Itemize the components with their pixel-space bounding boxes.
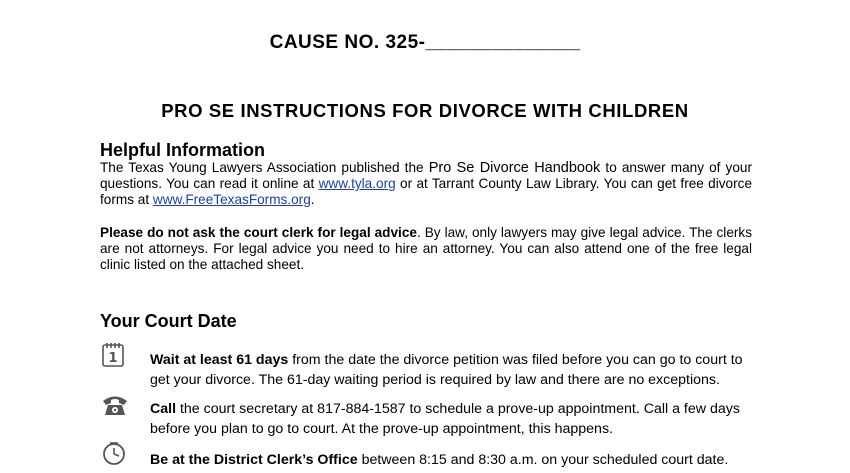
legal-advice-paragraph (100, 225, 752, 273)
legal-advice-warning: Please do not ask the court clerk for legal advice (100, 225, 417, 240)
p1-text-b: to answer many of your questions. You can read it online at (100, 160, 752, 191)
step-call-bold: Call (150, 401, 177, 417)
step-be-at-office (150, 450, 755, 470)
freetexasforms-link[interactable]: www.FreeTexasForms.org (152, 192, 311, 207)
step-call-text: the court secretary at 817-884-1587 to schedule a prove-up appointment. Call a few days before you plan to go to court. At the prove-up appointment, this happens. (150, 401, 740, 437)
step-call (150, 399, 755, 439)
clock-icon (100, 440, 128, 468)
p1-text-d: . (310, 192, 315, 207)
legal-advice-text: . By law, only lawyers may give legal advice. The clerks are not attorneys. For legal advice you need to hire an attorney. You can also attend one of the free legal clinic listed on the attached sheet. (100, 225, 753, 272)
cause-number: CAUSE NO. 325-______________ (269, 32, 581, 53)
step-office-text: between 8:15 and 8:30 a.m. on your scheduled court date. (357, 452, 729, 468)
step-office-bold: Be at the District Clerk’s Office (150, 452, 358, 468)
step-wait-text: from the date the divorce petition was filed before you can go to court to get your divorce. The 61-day waiting period is required by law and there are no exceptions. (150, 352, 743, 388)
handbook-title: Pro Se Divorce Handbook (428, 160, 601, 176)
document-title: PRO SE INSTRUCTIONS FOR DIVORCE WITH CHILDREN (161, 100, 689, 121)
p1-text-c: or at Tarrant County Law Library. You can get free divorce forms at (100, 176, 752, 207)
step-wait (150, 350, 755, 390)
step-wait-bold: Wait at least 61 days (150, 352, 289, 368)
helpful-information-heading: Helpful Information (100, 140, 265, 160)
helpful-paragraph (100, 160, 752, 208)
tyla-link[interactable]: www.tyla.org (318, 176, 396, 191)
p1-text-a: The Texas Young Lawyers Association published the (100, 160, 429, 175)
telephone-icon (100, 391, 128, 419)
svg-text:1: 1 (108, 351, 118, 366)
calendar-icon (100, 341, 128, 369)
court-date-heading: Your Court Date (100, 311, 237, 331)
